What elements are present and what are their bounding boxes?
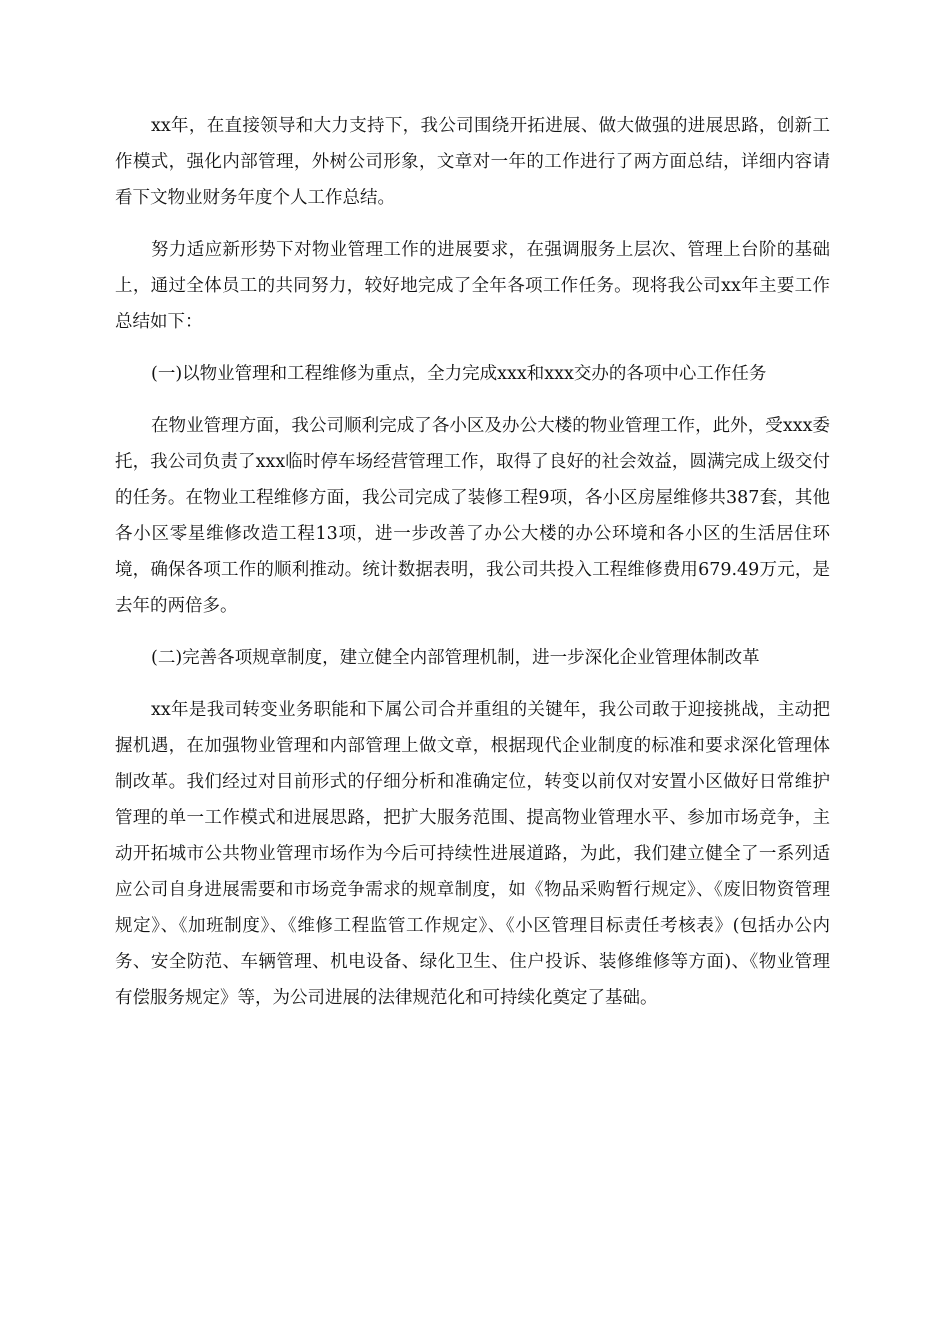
overview-paragraph: 努力适应新形势下对物业管理工作的进展要求，在强调服务上层次、管理上台阶的基础上，通过全体员工的共同努力，较好地完成了全年各项工作任务。现将我公司xx年主要工作总结如下： bbox=[115, 240, 830, 332]
section-2-body-paragraph: xx年是我司转变业务职能和下属公司合并重组的关键年，我公司敢于迎接挑战，主动把握机遇，在加强物业管理和内部管理上做文章，根据现代企业制度的标准和要求深化管理体制改革。我们经过对目前形式的仔细分析和准确定位，转变以前仅对安置小区做好日常维护管理的单一工作模式和进展思路，把扩大服务范围、提高物业管理水平、参加市场竞争，主动开拓城市公共物业管理市场作为今后可持续性进展道路，为此，我们建立健全了一系列适应公司自身进展需要和市场竞争需求的规章制度，如《物品采购暂行规定》、《废旧物资管理规定》、《加班制度》、《维修工程监管工作规定》、《小区管理目标责任考核表》(包括办公内务、安全防范、车辆管理、机电设备、绿化卫生、住户投诉、装修维修等方面)、《物业管理有偿服务规定》等，为公司进展的法律规范化和可持续化奠定了基础。 bbox=[115, 700, 830, 1008]
intro-paragraph: xx年，在直接领导和大力支持下，我公司围绕开拓进展、做大做强的进展思路，创新工作模式，强化内部管理，外树公司形象，文章对一年的工作进行了两方面总结，详细内容请看下文物业财务年度个人工作总结。 bbox=[115, 116, 830, 208]
section-heading-2: (二)完善各项规章制度，建立健全内部管理机制，进一步深化企业管理体制改革 bbox=[151, 648, 760, 668]
section-heading-1: (一)以物业管理和工程维修为重点，全力完成xxx和xxx交办的各项中心工作任务 bbox=[151, 364, 767, 384]
section-1-body-paragraph: 在物业管理方面，我公司顺利完成了各小区及办公大楼的物业管理工作，此外，受xxx委托，我公司负责了xxx临时停车场经营管理工作，取得了良好的社会效益，圆满完成上级交付的任务。在物业工程维修方面，我公司完成了装修工程9项，各小区房屋维修共387套，其他各小区零星维修改造工程13项，进一步改善了办公大楼的办公环境和各小区的生活居住环境，确保各项工作的顺利推动。统计数据表明，我公司共投入工程维修费用679.49万元，是去年的两倍多。 bbox=[115, 416, 830, 616]
document-body bbox=[115, 108, 830, 1032]
